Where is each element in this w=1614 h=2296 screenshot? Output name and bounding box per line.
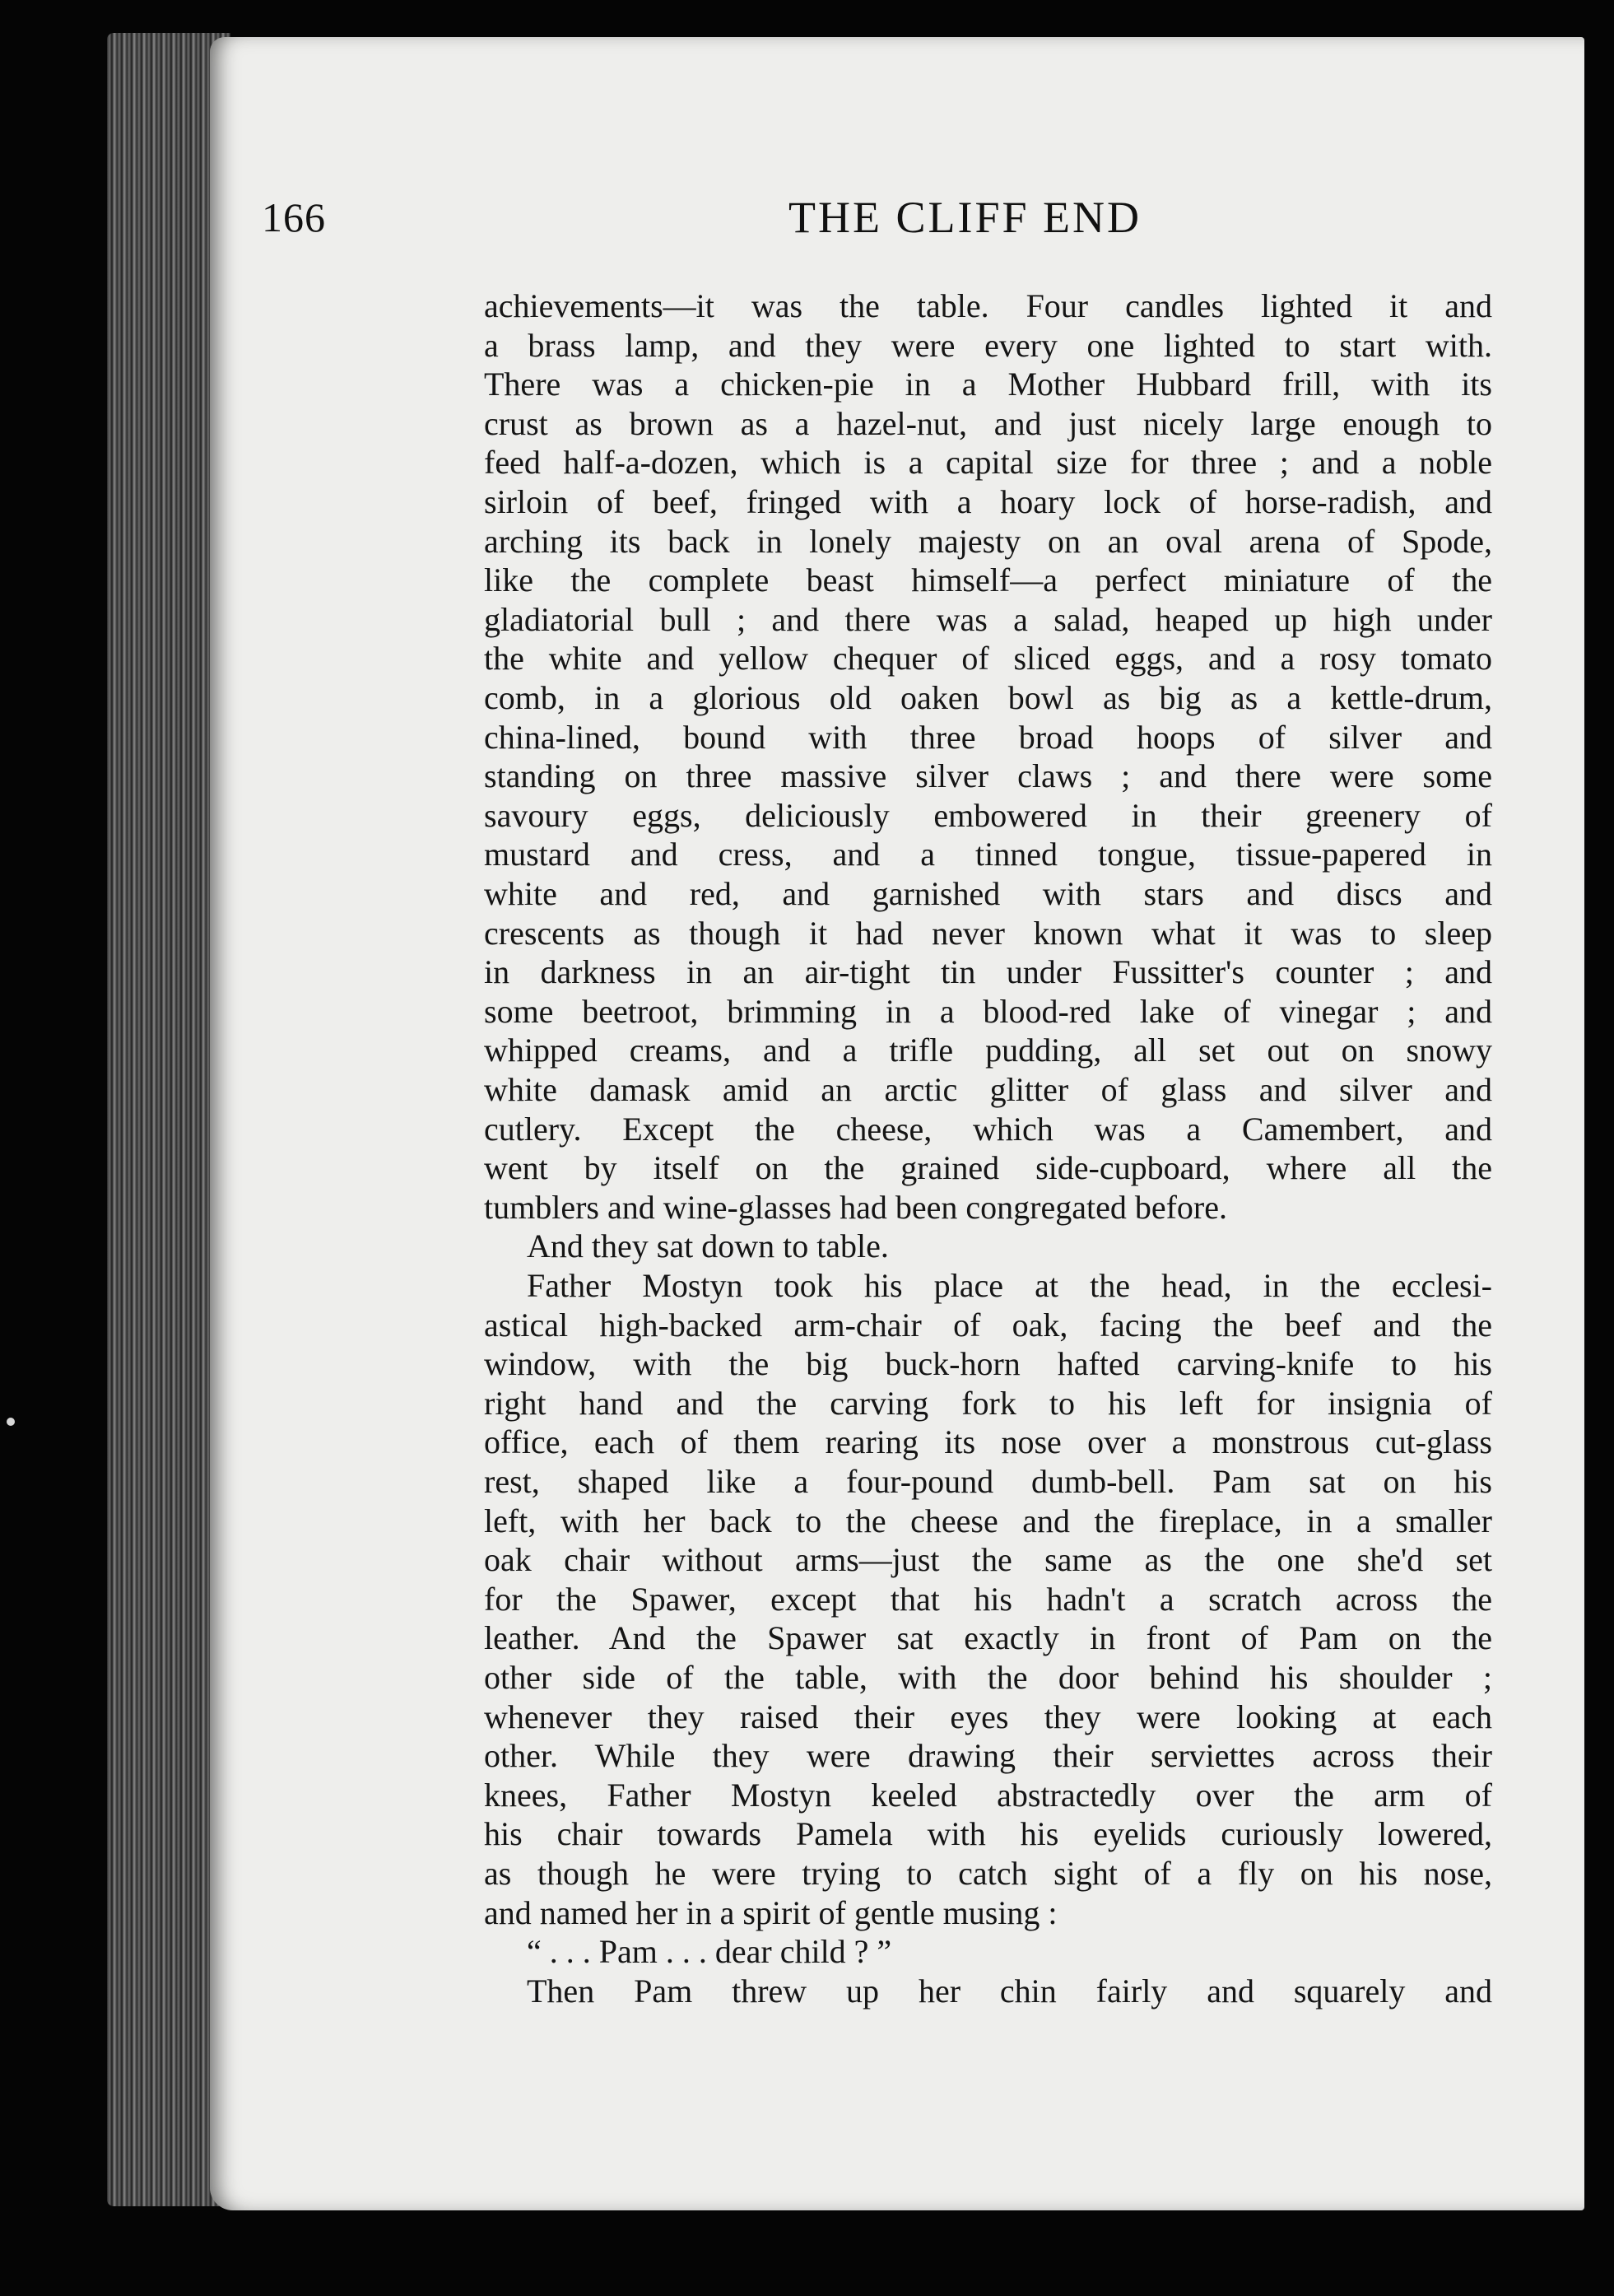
- page-number: 166: [262, 194, 326, 240]
- text-line: There was a chicken-pie in a Mother Hubbard frill, with its: [484, 366, 1492, 403]
- text-line: tumblers and wine-glasses had been congregated before.: [484, 1188, 1227, 1226]
- text-line: his chair towards Pamela with his eyelids curiously lowered,: [484, 1815, 1492, 1853]
- text-line: mustard and cress, and a tinned tongue, tissue-papered in: [484, 836, 1492, 873]
- text-line: the white and yellow chequer of sliced eggs, and a rosy tomato: [484, 640, 1492, 678]
- text-line: for the Spawer, except that his hadn't a scratch across the: [484, 1580, 1492, 1618]
- text-line: sirloin of beef, fringed with a hoary lock of horse-radish, and: [484, 483, 1492, 520]
- text-line: “ . . . Pam . . . dear child ? ”: [527, 1933, 892, 1971]
- text-line: left, with her back to the cheese and the fireplace, in a smaller: [484, 1502, 1492, 1539]
- text-line: oak chair without arms—just the same as the one she'd set: [484, 1541, 1492, 1579]
- text-line: Then Pam threw up her chin fairly and squarely and: [527, 1972, 1492, 2010]
- text-line: went by itself on the grained side-cupboard, where all the: [484, 1149, 1492, 1187]
- text-line: astical high-backed arm-chair of oak, facing the beef and the: [484, 1306, 1492, 1344]
- text-line: in darkness in an air-tight tin under Fussitter's counter ; and: [484, 953, 1492, 991]
- margin-speck: [7, 1418, 15, 1426]
- text-line: comb, in a glorious old oaken bowl as big as a kettle-drum,: [484, 679, 1492, 716]
- text-line: like the complete beast himself—a perfect miniature of the: [484, 561, 1492, 599]
- body-text: [484, 286, 1492, 2015]
- text-line: crescents as though it had never known what it was to sleep: [484, 914, 1492, 952]
- text-line: other. While they were drawing their serviettes across their: [484, 1737, 1492, 1775]
- text-line: office, each of them rearing its nose over a monstrous cut-glass: [484, 1423, 1492, 1461]
- text-line: crust as brown as a hazel-nut, and just nicely large enough to: [484, 404, 1492, 442]
- text-line: gladiatorial bull ; and there was a salad, heaped up high under: [484, 600, 1492, 638]
- text-line: some beetroot, brimming in a blood-red lake of vinegar ; and: [484, 992, 1492, 1030]
- text-line: standing on three massive silver claws ; and there were some: [484, 757, 1492, 795]
- running-head: [262, 193, 1496, 251]
- text-line: feed half-a-dozen, which is a capital size for three ; and a noble: [484, 444, 1492, 482]
- text-line: other side of the table, with the door behind his shoulder ;: [484, 1659, 1492, 1696]
- text-line: as though he were trying to catch sight of a fly on his nose,: [484, 1855, 1492, 1892]
- text-line: and named her in a spirit of gentle musing :: [484, 1893, 1058, 1931]
- text-line: knees, Father Mostyn keeled abstractedly over the arm of: [484, 1776, 1492, 1814]
- text-line: white damask amid an arctic glitter of glass and silver and: [484, 1071, 1492, 1108]
- text-line: arching its back in lonely majesty on an oval arena of Spode,: [484, 522, 1492, 560]
- text-line: Father Mostyn took his place at the head, in the ecclesi-: [527, 1267, 1492, 1304]
- text-line: And they sat down to table.: [527, 1227, 889, 1265]
- text-line: window, with the big buck-horn hafted carving-knife to his: [484, 1345, 1492, 1383]
- text-line: leather. And the Spawer sat exactly in front of Pam on the: [484, 1619, 1492, 1657]
- text-line: rest, shaped like a four-pound dumb-bell. Pam sat on his: [484, 1463, 1492, 1500]
- text-line: achievements—it was the table. Four candles lighted it and: [484, 287, 1492, 324]
- text-line: whenever they raised their eyes they were looking at each: [484, 1698, 1492, 1735]
- text-line: cutlery. Except the cheese, which was a Camembert, and: [484, 1110, 1492, 1148]
- running-head-title: THE CLIFF END: [788, 193, 1142, 242]
- text-line: white and red, and garnished with stars and discs and: [484, 875, 1492, 912]
- text-line: right hand and the carving fork to his left for insignia of: [484, 1384, 1492, 1422]
- text-line: a brass lamp, and they were every one lighted to start with.: [484, 326, 1492, 364]
- text-line: whipped creams, and a trifle pudding, all set out on snowy: [484, 1032, 1492, 1069]
- text-line: savoury eggs, deliciously embowered in their greenery of: [484, 796, 1492, 834]
- text-line: china-lined, bound with three broad hoops of silver and: [484, 718, 1492, 756]
